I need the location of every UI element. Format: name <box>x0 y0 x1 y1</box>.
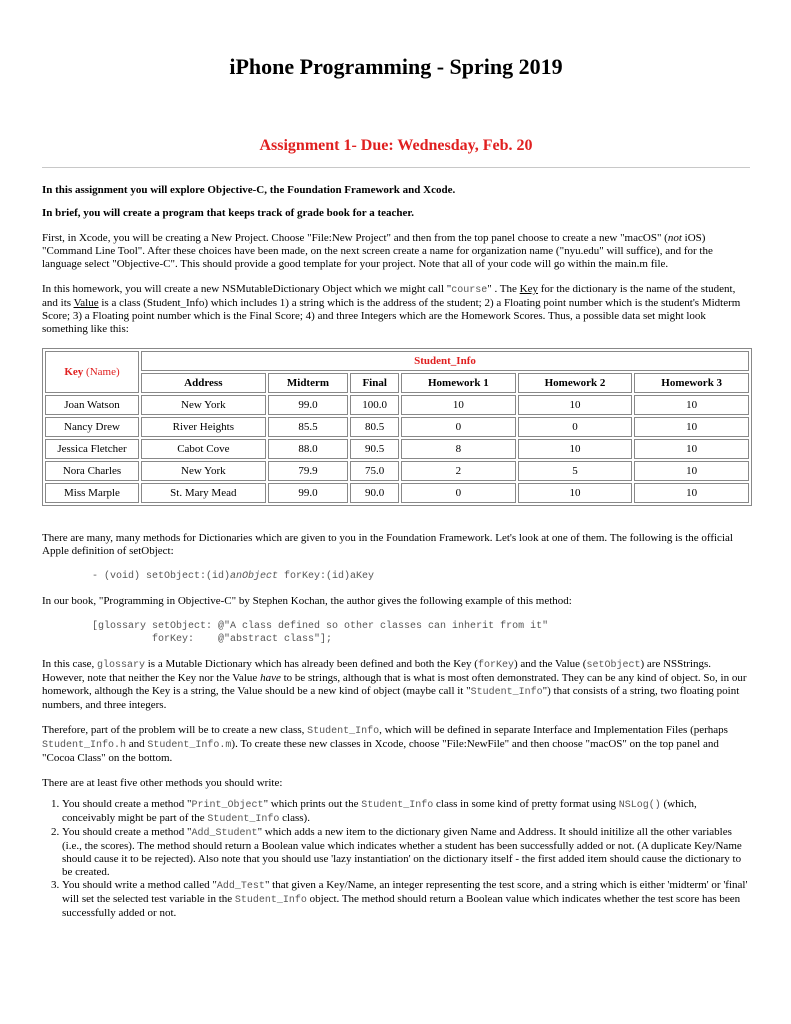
student-name-cell: Jessica Fletcher <box>45 439 139 459</box>
table-cell: 0 <box>401 483 516 503</box>
table-cell: Cabot Cove <box>141 439 266 459</box>
paragraph-new-class: Therefore, part of the problem will be to create a new class, Student_Info, which will be defined in separate Interface and Implementation Files (perhaps Student_Info.h and Student_Info.m). To create these new classes in Xcode, choose "File:NewFile" and then choose "macOS" on the top panel and "Cocoa Class" on the bottom. <box>42 724 728 764</box>
grade-table <box>42 348 752 506</box>
table-cell: River Heights <box>141 417 266 437</box>
document-body <box>42 184 750 920</box>
code-line-2: forKey: @"abstract class"]; <box>92 634 333 645</box>
table-cell: 10 <box>518 395 633 415</box>
table-cell: 2 <box>401 461 516 481</box>
student-info-header: Student_Info <box>141 351 749 371</box>
table-cell: 10 <box>634 461 749 481</box>
paragraph-glossary: In this case, glossary is a Mutable Dictionary which has already been defined and both the Key (forKey) and the Value (setObject) are NSStrings. However, note that neither the Key nor the Value have to be strings, although that is what is most often demonstrated. They can be any kind of object. So, in our homework, although the Key is a string, the Value should be a new kind of object (maybe call it "Student_Info") that consists of a string, two floating point numbers, and three integers. <box>42 658 747 711</box>
code-line-1: [glossary setObject: @"A class defined so other classes can inherit from it" <box>92 621 549 632</box>
column-header: Address <box>141 373 266 393</box>
table-row <box>45 417 749 437</box>
table-cell: 99.0 <box>268 483 349 503</box>
table-cell: 10 <box>401 395 516 415</box>
assignment-heading: Assignment 1- Due: Wednesday, Feb. 20 <box>259 137 533 154</box>
table-row <box>45 395 749 415</box>
table-cell: 88.0 <box>268 439 349 459</box>
paragraph-new-project: First, in Xcode, you will be creating a New Project. Choose "File:New Project" and then from the top panel choose to create a new "macOS" (not iOS) "Command Line Tool". After these choices have been made, on the next screen create a name for organization name ("nyu.edu" will suffice), and for the language select "Objective-C". This should provide a good template for your project. Note that all of your code will go within the main.m file. <box>42 232 713 270</box>
student-name-cell: Nora Charles <box>45 461 139 481</box>
table-cell: 10 <box>518 439 633 459</box>
table-cell: 8 <box>401 439 516 459</box>
table-cell: 0 <box>401 417 516 437</box>
table-cell: New York <box>141 461 266 481</box>
table-cell: 99.0 <box>268 395 349 415</box>
page-title: iPhone Programming - Spring 2019 <box>229 54 563 79</box>
table-cell: New York <box>141 395 266 415</box>
table-cell: 10 <box>634 395 749 415</box>
table-cell: 90.0 <box>350 483 399 503</box>
paragraph-book-example: In our book, "Programming in Objective-C" by Stephen Kochan, the author gives the following example of this method: <box>42 595 572 607</box>
intro-paragraph-2: In brief, you will create a program that keeps track of grade book for a teacher. <box>42 207 415 219</box>
student-name-cell: Nancy Drew <box>45 417 139 437</box>
list-item: 2. You should create a method "Add_Student" which adds a new item to the dictionary given Name and Address. It should initilize all the other variables (i.e., the scores). The method should return a Boolean value which indicates whether a student has been successfully added or not. (A duplicate Key/Name should cause it to be rejected). Also note that you should use 'lazy instantiation' on the dictionary itself - the first added item should cause the dictionary to be created. <box>62 826 750 879</box>
divider <box>42 167 750 168</box>
table-cell: 80.5 <box>350 417 399 437</box>
methods-list <box>42 798 750 920</box>
glossary-example-code <box>92 620 750 646</box>
table-cell: 75.0 <box>350 461 399 481</box>
column-header: Homework 3 <box>634 373 749 393</box>
intro-paragraph-1: In this assignment you will explore Objective-C, the Foundation Framework and Xcode. <box>42 184 456 196</box>
list-item: 1. You should create a method "Print_Object" which prints out the Student_Info class in some kind of pretty format using NSLog() (which, conceivably might be part of the Student_Info class). <box>62 798 750 826</box>
column-header: Final <box>350 373 399 393</box>
table-row <box>45 483 749 503</box>
student-name-cell: Joan Watson <box>45 395 139 415</box>
table-cell: 0 <box>518 417 633 437</box>
table-row <box>45 439 749 459</box>
table-cell: 10 <box>518 483 633 503</box>
column-header: Homework 1 <box>401 373 516 393</box>
table-cell: 85.5 <box>268 417 349 437</box>
setobject-signature: - (void) setObject:(id)anObject forKey:(id)aKey <box>92 571 375 582</box>
table-cell: 79.9 <box>268 461 349 481</box>
table-cell: 10 <box>634 417 749 437</box>
table-cell: St. Mary Mead <box>141 483 266 503</box>
table-cell: 90.5 <box>350 439 399 459</box>
paragraph-five-methods: There are at least five other methods you should write: <box>42 777 283 789</box>
column-header-row <box>45 373 749 393</box>
key-header: Key (Name) <box>45 351 139 393</box>
table-cell: 100.0 <box>350 395 399 415</box>
list-item: 3. You should write a method called "Add_Test" that given a Key/Name, an integer representing the test score, and a string which is either 'midterm' or 'final' will set the selected test variable in the Student_Info object. The method should return a Boolean value which indicates whether the test score has been successfully added or not. <box>62 879 750 920</box>
table-row <box>45 461 749 481</box>
paragraph-dictionary: In this homework, you will create a new NSMutableDictionary Object which we might call "course" . The Key for the dictionary is the name of the student, and its Value is a class (Student_Info) which includes 1) a string which is the address of the student; 2) a Floating point number which is the student's Midterm Score; 3) a Floating point number which is the Final Score; 4) and three Integers which are the Homework Scores. Thus, a possible data set might look something like this: <box>42 283 741 335</box>
student-name-cell: Miss Marple <box>45 483 139 503</box>
table-cell: 10 <box>634 483 749 503</box>
table-cell: 10 <box>634 439 749 459</box>
column-header: Midterm <box>268 373 349 393</box>
paragraph-methods: There are many, many methods for Dictionaries which are given to you in the Foundation Framework. Let's look at one of them. The following is the official Apple definition of setObject: <box>42 532 733 557</box>
table-cell: 5 <box>518 461 633 481</box>
column-header: Homework 2 <box>518 373 633 393</box>
